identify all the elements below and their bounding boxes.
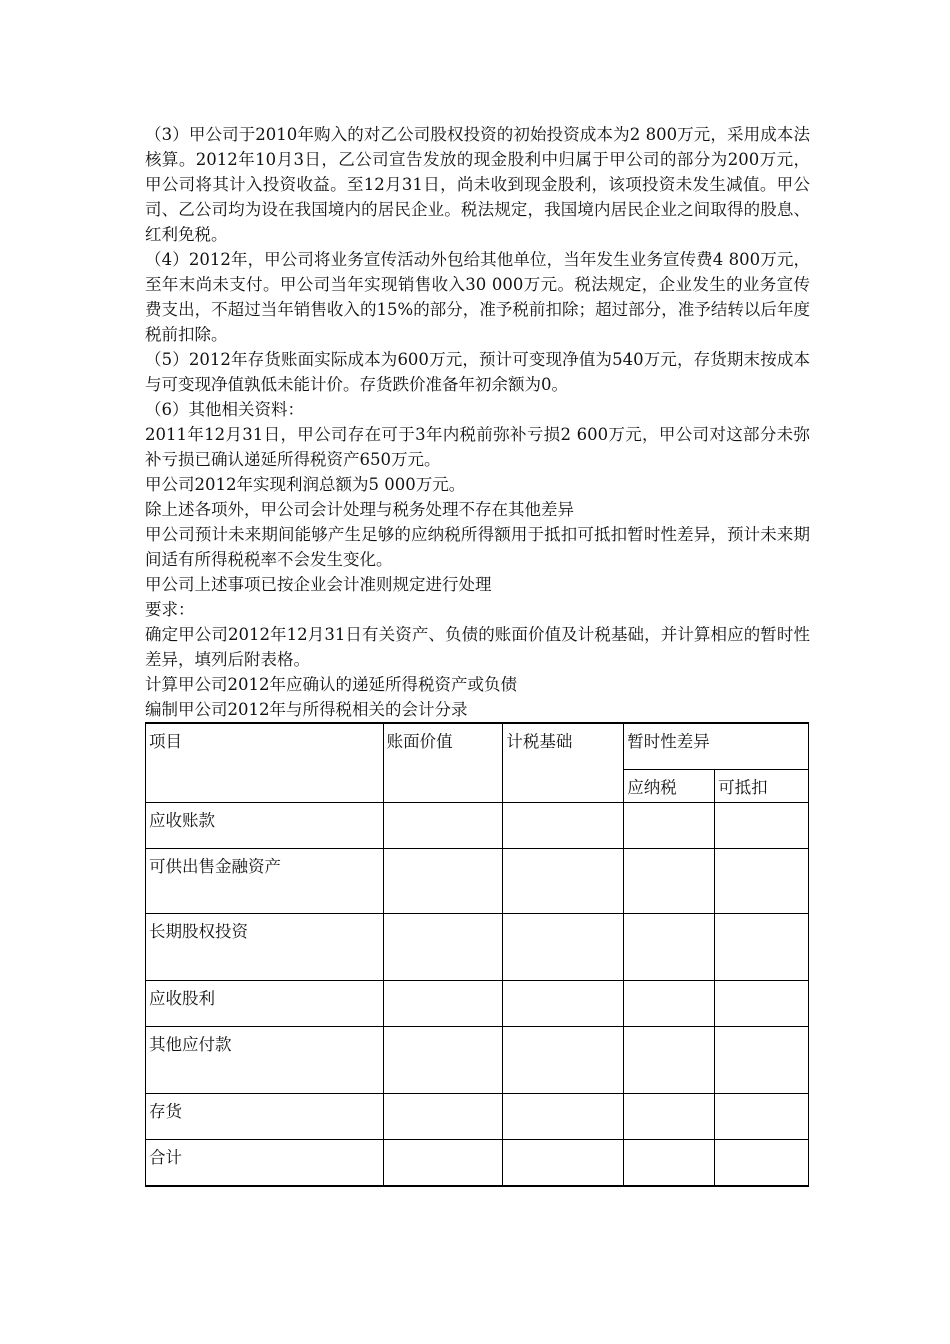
paragraph-total-profit: 甲公司2012年实现利润总额为5 000万元。 xyxy=(145,475,466,494)
paragraph-no-other-differences: 除上述各项外，甲公司会计处理与税务处理不存在其他差异 xyxy=(145,500,574,519)
cell-taxable[interactable] xyxy=(624,1094,715,1140)
table-row xyxy=(146,1140,809,1187)
row-label-dividends-receivable: 应收股利 xyxy=(146,981,384,1027)
cell-deductible[interactable] xyxy=(715,981,809,1027)
paragraph-item-6-heading: （6）其他相关资料： xyxy=(145,400,304,419)
paragraph-requirement-2: 计算甲公司2012年应确认的递延所得税资产或负债 xyxy=(145,675,517,694)
paragraph-item-5: （5）2012年存货账面实际成本为600万元，预计可变现净值为540万元，存货期末按成本与可变现净值孰低未能计价。存货跌价准备年初余额为0。 xyxy=(145,350,810,394)
cell-tax-base[interactable] xyxy=(503,803,624,849)
header-taxable: 应纳税 xyxy=(624,770,715,803)
table-row xyxy=(146,914,809,981)
cell-deductible[interactable] xyxy=(715,803,809,849)
paragraph-loss-carryforward: 2011年12月31日，甲公司存在可于3年内税前弥补亏损2 600万元，甲公司对这部分未弥补亏损已确认递延所得税资产650万元。 xyxy=(145,425,810,469)
cell-book-value[interactable] xyxy=(383,981,503,1027)
cell-taxable[interactable] xyxy=(624,1027,715,1094)
table-row xyxy=(146,849,809,914)
row-label-inventory: 存货 xyxy=(146,1094,384,1140)
cell-taxable[interactable] xyxy=(624,1140,715,1187)
cell-deductible[interactable] xyxy=(715,1140,809,1187)
paragraph-requirements-heading: 要求： xyxy=(145,600,195,619)
cell-tax-base[interactable] xyxy=(503,1027,624,1094)
header-temporary-difference: 暂时性差异 xyxy=(624,723,809,770)
table-row xyxy=(146,981,809,1027)
document-page xyxy=(145,122,810,1187)
paragraph-item-3: （3）甲公司于2010年购入的对乙公司股权投资的初始投资成本为2 800万元，采用成本法核算。2012年10月3日，乙公司宣告发放的现金股利中归属于甲公司的部分为200万元，甲公司将其计入投资收益。至12月31日，尚未收到现金股利，该项投资未发生减值。甲公司、乙公司均为设在我国境内的居民企业。税法规定，我国境内居民企业之间取得的股息、红利免税。 xyxy=(145,125,810,244)
cell-taxable[interactable] xyxy=(624,914,715,981)
row-label-long-term-equity: 长期股权投资 xyxy=(146,914,384,981)
paragraph-item-4: （4）2012年，甲公司将业务宣传活动外包给其他单位，当年发生业务宣传费4 800万元，至年末尚未支付。甲公司当年实现销售收入30 000万元。税法规定，企业发生的业务宣传费支出，不超过当年销售收入的15%的部分，准予税前扣除；超过部分，准予结转以后年度税前扣除。 xyxy=(145,250,810,344)
cell-deductible[interactable] xyxy=(715,914,809,981)
table-row xyxy=(146,1094,809,1140)
cell-tax-base[interactable] xyxy=(503,1094,624,1140)
cell-book-value[interactable] xyxy=(383,849,503,914)
cell-deductible[interactable] xyxy=(715,849,809,914)
cell-deductible[interactable] xyxy=(715,1094,809,1140)
row-label-available-for-sale: 可供出售金融资产 xyxy=(146,849,384,914)
paragraph-accounting-standard: 甲公司上述事项已按企业会计准则规定进行处理 xyxy=(145,575,492,594)
temporary-difference-table xyxy=(145,722,809,1187)
cell-tax-base[interactable] xyxy=(503,1140,624,1187)
paragraph-future-taxable-income: 甲公司预计未来期间能够产生足够的应纳税所得额用于抵扣可抵扣暂时性差异，预计未来期间适有所得税税率不会发生变化。 xyxy=(145,525,810,569)
table-row xyxy=(146,1027,809,1094)
cell-taxable[interactable] xyxy=(624,981,715,1027)
header-item: 项目 xyxy=(146,723,384,803)
cell-tax-base[interactable] xyxy=(503,849,624,914)
cell-book-value[interactable] xyxy=(383,914,503,981)
table-row xyxy=(146,803,809,849)
row-label-other-payables: 其他应付款 xyxy=(146,1027,384,1094)
header-book-value: 账面价值 xyxy=(383,723,503,803)
header-tax-base: 计税基础 xyxy=(503,723,624,803)
header-deductible: 可抵扣 xyxy=(715,770,809,803)
cell-taxable[interactable] xyxy=(624,849,715,914)
paragraph-requirement-3: 编制甲公司2012年与所得税相关的会计分录 xyxy=(145,700,468,719)
paragraph-requirement-1: 确定甲公司2012年12月31日有关资产、负债的账面价值及计税基础，并计算相应的暂时性差异，填列后附表格。 xyxy=(145,625,810,669)
cell-tax-base[interactable] xyxy=(503,914,624,981)
row-label-accounts-receivable: 应收账款 xyxy=(146,803,384,849)
cell-book-value[interactable] xyxy=(383,803,503,849)
cell-deductible[interactable] xyxy=(715,1027,809,1094)
cell-book-value[interactable] xyxy=(383,1094,503,1140)
cell-book-value[interactable] xyxy=(383,1140,503,1187)
cell-tax-base[interactable] xyxy=(503,981,624,1027)
row-label-total: 合计 xyxy=(146,1140,384,1187)
cell-book-value[interactable] xyxy=(383,1027,503,1094)
cell-taxable[interactable] xyxy=(624,803,715,849)
